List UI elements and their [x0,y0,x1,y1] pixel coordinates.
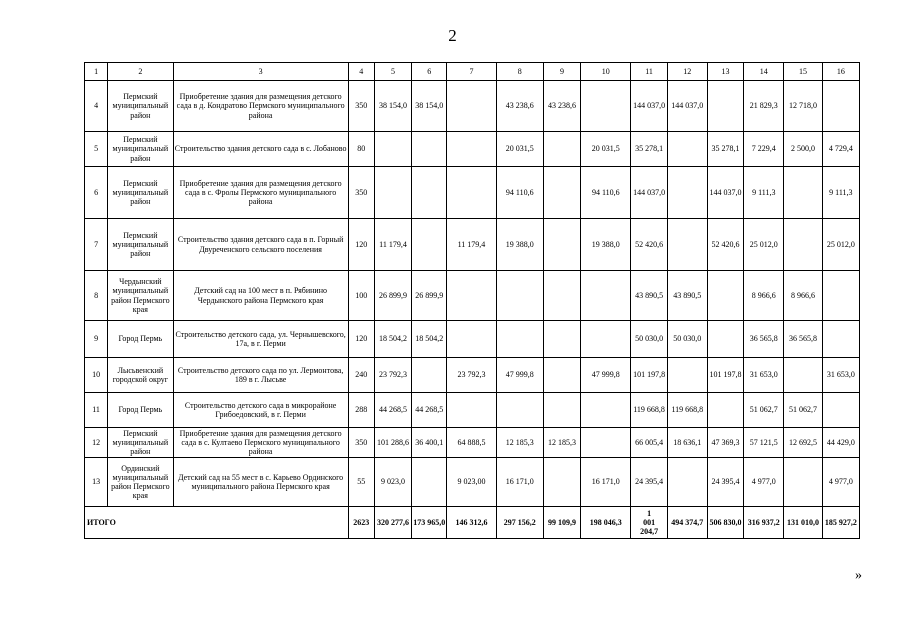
value-cell: 47 999,8 [496,358,543,393]
total-value: 320 277,6 [374,507,411,539]
value-cell [822,271,859,321]
value-cell [496,321,543,358]
object-name-cell: Строительство здания детского сада в с. Лобаново [173,132,348,167]
total-value: 1 001 204,7 [631,507,667,539]
value-cell [581,321,631,358]
value-cell: 47 369,3 [707,428,743,458]
value-cell: 119 668,8 [667,393,707,428]
municipality-cell: Лысьвенский городской округ [108,358,173,393]
value-cell: 94 110,6 [581,167,631,219]
value-cell: 288 [348,393,374,428]
value-cell [543,321,580,358]
value-cell: 38 154,0 [412,81,447,132]
value-cell [543,219,580,271]
value-cell: 35 278,1 [631,132,667,167]
continue-mark: » [855,568,862,583]
value-cell: 120 [348,321,374,358]
value-cell [374,132,411,167]
value-cell: 51 062,7 [784,393,822,428]
value-cell: 119 668,8 [631,393,667,428]
column-number: 15 [784,63,822,81]
column-number: 2 [108,63,173,81]
table-row [85,358,860,393]
row-number: 4 [85,81,108,132]
column-number: 12 [667,63,707,81]
total-value: 316 937,2 [744,507,784,539]
value-cell: 101 197,8 [707,358,743,393]
table-row [85,428,860,458]
value-cell [784,219,822,271]
value-cell: 9 023,00 [447,458,496,507]
value-cell: 18 636,1 [667,428,707,458]
value-cell: 4 977,0 [744,458,784,507]
value-cell [707,271,743,321]
row-number: 12 [85,428,108,458]
value-cell [784,458,822,507]
total-value: 146 312,6 [447,507,496,539]
value-cell [581,393,631,428]
value-cell: 31 653,0 [744,358,784,393]
column-number: 4 [348,63,374,81]
value-cell: 12 185,3 [543,428,580,458]
municipality-cell: Ординский муниципальный район Пермского края [108,458,173,507]
value-cell [784,167,822,219]
value-cell: 55 [348,458,374,507]
value-cell: 38 154,0 [374,81,411,132]
municipality-cell: Пермский муниципальный район [108,167,173,219]
value-cell: 11 179,4 [447,219,496,271]
column-number: 3 [173,63,348,81]
value-cell: 7 229,4 [744,132,784,167]
value-cell [496,271,543,321]
value-cell: 9 111,3 [744,167,784,219]
value-cell [667,219,707,271]
value-cell [543,271,580,321]
row-number: 8 [85,271,108,321]
value-cell: 94 110,6 [496,167,543,219]
value-cell: 43 890,5 [667,271,707,321]
total-label: ИТОГО [85,507,349,539]
value-cell [543,132,580,167]
value-cell [667,132,707,167]
value-cell: 25 012,0 [822,219,859,271]
header-row [85,63,860,81]
value-cell: 11 179,4 [374,219,411,271]
value-cell: 101 288,6 [374,428,411,458]
object-name-cell: Строительство детского сада, ул. Чернышевского, 17а, в г. Перми [173,321,348,358]
value-cell: 50 030,0 [631,321,667,358]
table-row [85,271,860,321]
municipality-cell: Пермский муниципальный район [108,81,173,132]
row-number: 10 [85,358,108,393]
value-cell: 66 005,4 [631,428,667,458]
row-number: 11 [85,393,108,428]
value-cell [447,81,496,132]
value-cell: 350 [348,428,374,458]
data-table [84,62,860,539]
value-cell [543,167,580,219]
value-cell: 57 121,5 [744,428,784,458]
value-cell [543,393,580,428]
value-cell: 12 185,3 [496,428,543,458]
value-cell [822,81,859,132]
value-cell [447,271,496,321]
value-cell [447,132,496,167]
value-cell: 36 565,8 [744,321,784,358]
object-name-cell: Приобретение здания для размещения детского сада в д. Кондратово Пермского муниципального района [173,81,348,132]
column-number: 1 [85,63,108,81]
row-number: 7 [85,219,108,271]
value-cell: 19 388,0 [581,219,631,271]
value-cell [822,321,859,358]
object-name-cell: Детский сад на 100 мест в п. Рябинино Чердынского района Пермского края [173,271,348,321]
value-cell: 50 030,0 [667,321,707,358]
value-cell: 9 111,3 [822,167,859,219]
value-cell: 23 792,3 [447,358,496,393]
value-cell: 26 899,9 [412,271,447,321]
value-cell: 8 966,6 [784,271,822,321]
column-number: 10 [581,63,631,81]
value-cell: 350 [348,167,374,219]
value-cell [707,81,743,132]
column-number: 13 [707,63,743,81]
value-cell: 36 400,1 [412,428,447,458]
value-cell: 80 [348,132,374,167]
value-cell [412,132,447,167]
total-value: 173 965,0 [412,507,447,539]
value-cell [447,167,496,219]
value-cell: 44 268,5 [412,393,447,428]
table-row [85,81,860,132]
object-name-cell: Строительство детского сада в микрорайоне Грибоедовский, в г. Перми [173,393,348,428]
value-cell: 21 829,3 [744,81,784,132]
value-cell: 64 888,5 [447,428,496,458]
value-cell [543,358,580,393]
value-cell: 24 395,4 [707,458,743,507]
value-cell: 16 171,0 [496,458,543,507]
row-number: 6 [85,167,108,219]
value-cell: 144 037,0 [667,81,707,132]
value-cell: 350 [348,81,374,132]
municipality-cell: Пермский муниципальный район [108,219,173,271]
total-value: 185 927,2 [822,507,859,539]
value-cell: 52 420,6 [707,219,743,271]
value-cell [581,81,631,132]
value-cell: 19 388,0 [496,219,543,271]
value-cell: 47 999,8 [581,358,631,393]
value-cell: 43 890,5 [631,271,667,321]
value-cell: 144 037,0 [631,81,667,132]
row-number: 13 [85,458,108,507]
table-row [85,321,860,358]
value-cell [412,458,447,507]
column-number: 7 [447,63,496,81]
municipality-cell: Чердынский муниципальный район Пермского края [108,271,173,321]
municipality-cell: Город Пермь [108,393,173,428]
value-cell: 16 171,0 [581,458,631,507]
value-cell: 4 729,4 [822,132,859,167]
object-name-cell: Приобретение здания для размещения детского сада в с. Култаево Пермского муниципального района [173,428,348,458]
value-cell [496,393,543,428]
total-row [85,507,860,539]
column-number: 8 [496,63,543,81]
row-number: 9 [85,321,108,358]
column-number: 11 [631,63,667,81]
page-number: 2 [448,26,457,45]
object-name-cell: Детский сад на 55 мест в с. Карьево Ординского муниципального района Пермского края [173,458,348,507]
value-cell: 8 966,6 [744,271,784,321]
table-row [85,393,860,428]
total-value: 297 156,2 [496,507,543,539]
value-cell: 43 238,6 [496,81,543,132]
value-cell [374,167,411,219]
value-cell: 31 653,0 [822,358,859,393]
value-cell: 144 037,0 [707,167,743,219]
object-name-cell: Строительство здания детского сада в п. Горный Двуреченского сельского поселения [173,219,348,271]
value-cell: 35 278,1 [707,132,743,167]
municipality-cell: Пермский муниципальный район [108,132,173,167]
total-value: 494 374,7 [667,507,707,539]
value-cell: 2 500,0 [784,132,822,167]
column-number: 9 [543,63,580,81]
column-number: 16 [822,63,859,81]
value-cell [412,167,447,219]
value-cell: 44 429,0 [822,428,859,458]
value-cell: 24 395,4 [631,458,667,507]
value-cell [822,393,859,428]
value-cell [581,271,631,321]
total-value: 506 830,0 [707,507,743,539]
value-cell [784,358,822,393]
value-cell [707,321,743,358]
value-cell: 44 268,5 [374,393,411,428]
value-cell: 12 692,5 [784,428,822,458]
total-value: 131 010,0 [784,507,822,539]
table-row [85,132,860,167]
value-cell: 101 197,8 [631,358,667,393]
object-name-cell: Строительство детского сада по ул. Лермонтова, 189 в г. Лысьве [173,358,348,393]
value-cell [667,167,707,219]
column-number: 14 [744,63,784,81]
object-name-cell: Приобретение здания для размещения детского сада в с. Фролы Пермского муниципального района [173,167,348,219]
value-cell: 26 899,9 [374,271,411,321]
value-cell: 9 023,0 [374,458,411,507]
value-cell [707,393,743,428]
value-cell [581,428,631,458]
value-cell: 120 [348,219,374,271]
value-cell [667,458,707,507]
value-cell: 25 012,0 [744,219,784,271]
value-cell: 52 420,6 [631,219,667,271]
value-cell: 240 [348,358,374,393]
value-cell: 20 031,5 [581,132,631,167]
column-number: 6 [412,63,447,81]
table-row [85,167,860,219]
value-cell [412,358,447,393]
value-cell: 144 037,0 [631,167,667,219]
value-cell [412,219,447,271]
value-cell [447,321,496,358]
value-cell: 23 792,3 [374,358,411,393]
value-cell: 100 [348,271,374,321]
table-row [85,458,860,507]
value-cell [667,358,707,393]
value-cell: 12 718,0 [784,81,822,132]
value-cell: 51 062,7 [744,393,784,428]
column-number: 5 [374,63,411,81]
row-number: 5 [85,132,108,167]
municipality-cell: Город Пермь [108,321,173,358]
value-cell: 18 504,2 [374,321,411,358]
value-cell: 43 238,6 [543,81,580,132]
table-row [85,219,860,271]
total-value: 198 046,3 [581,507,631,539]
total-value: 2623 [348,507,374,539]
total-value: 99 109,9 [543,507,580,539]
value-cell: 36 565,8 [784,321,822,358]
value-cell: 20 031,5 [496,132,543,167]
value-cell [447,393,496,428]
value-cell [543,458,580,507]
value-cell: 4 977,0 [822,458,859,507]
municipality-cell: Пермский муниципальный район [108,428,173,458]
value-cell: 18 504,2 [412,321,447,358]
